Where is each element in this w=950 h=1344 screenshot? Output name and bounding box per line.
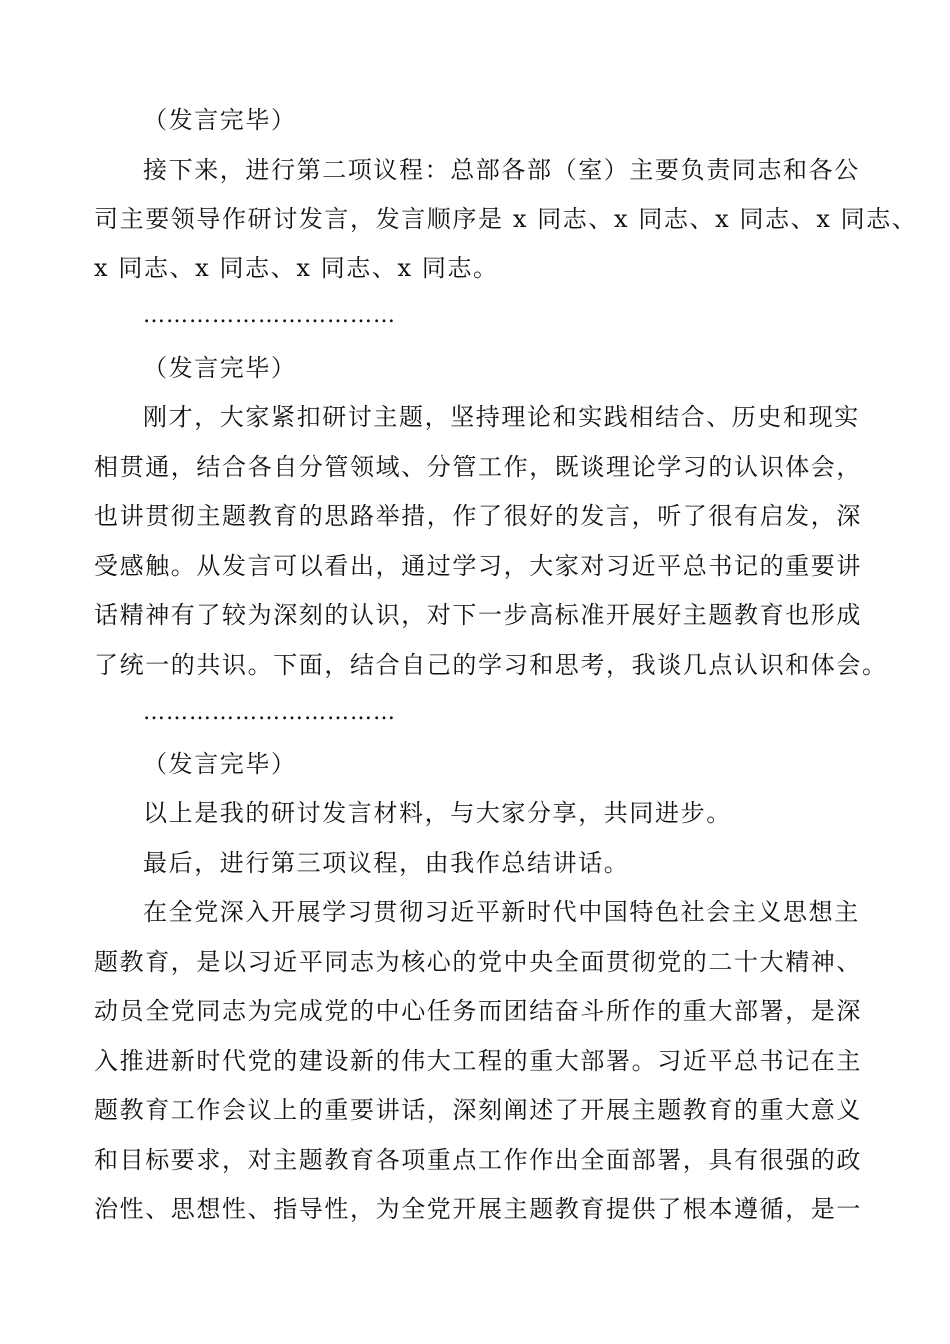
paragraph-conclusion-line-1: 在全党深入开展学习贯彻习近平新时代中国特色社会主义思想主 [143,898,860,926]
speech-end-note-1: （发言完毕） [143,106,297,134]
ellipsis-divider-2: …………………………… [143,700,396,725]
paragraph-summary-line-4: 受感触。从发言可以看出，通过学习，大家对习近平总书记的重要讲 [94,552,862,580]
paragraph-summary-line-2: 相贯通，结合各自分管领域、分管工作，既谈理论学习的认识体会， [94,453,862,481]
paragraph-summary-line-5: 话精神有了较为深刻的认识，对下一步高标准开展好主题教育也形成 [94,601,862,629]
paragraph-agenda-three: 最后，进行第三项议程，由我作总结讲话。 [143,849,630,877]
paragraph-conclusion-line-7: 治性、思想性、指导性，为全党开展主题教育提供了根本遵循，是一 [94,1195,862,1223]
paragraph-conclusion-line-6: 和目标要求，对主题教育各项重点工作作出全面部署，具有很强的政 [94,1146,862,1174]
paragraph-conclusion-line-5: 题教育工作会议上的重要讲话，深刻阐述了开展主题教育的重大意义 [94,1096,862,1124]
paragraph-summary-line-3: 也讲贯彻主题教育的思路举措，作了很好的发言，听了很有启发，深 [94,502,862,530]
paragraph-conclusion-line-2: 题教育，是以习近平同志为核心的党中央全面贯彻党的二十大精神、 [94,948,862,976]
paragraph-agenda-two-line-3: x 同志、x 同志、x 同志、x 同志。 [94,254,499,282]
ellipsis-divider-1: …………………………… [143,303,396,328]
paragraph-agenda-two-line-1: 接下来，进行第二项议程：总部各部（室）主要负责同志和各公 [143,156,860,184]
paragraph-conclusion-line-4: 入推进新时代党的建设新的伟大工程的重大部署。习近平总书记在主 [94,1047,862,1075]
paragraph-summary-line-1: 刚才，大家紧扣研讨主题，坚持理论和实践相结合、历史和现实 [143,403,860,431]
paragraph-agenda-two-line-2: 司主要领导作研讨发言，发言顺序是 x 同志、x 同志、x 同志、x 同志、 [94,205,918,233]
paragraph-sharing: 以上是我的研讨发言材料，与大家分享，共同进步。 [143,799,732,827]
speech-end-note-2: （发言完毕） [143,354,297,382]
paragraph-summary-line-6: 了统一的共识。下面，结合自己的学习和思考，我谈几点认识和体会。 [94,651,888,679]
speech-end-note-3: （发言完毕） [143,750,297,778]
paragraph-conclusion-line-3: 动员全党同志为完成党的中心任务而团结奋斗所作的重大部署，是深 [94,997,862,1025]
